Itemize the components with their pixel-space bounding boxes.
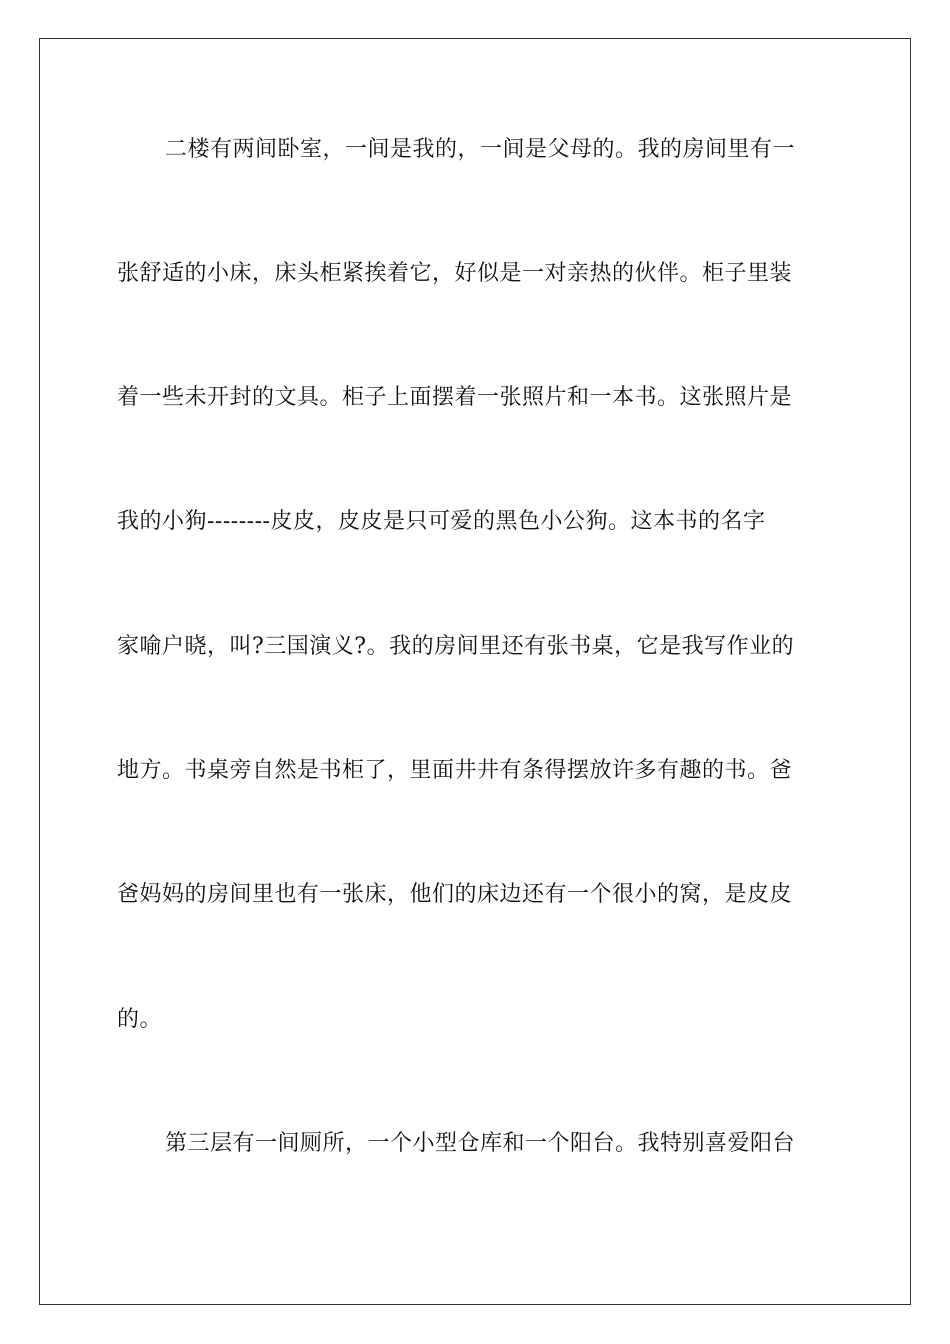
paragraph-line: 着一些未开封的文具。柜子上面摆着一张照片和一本书。这张照片是: [117, 385, 793, 410]
paragraph-line: 张舒适的小床，床头柜紧挨着它，好似是一对亲热的伙伴。柜子里装: [117, 261, 793, 286]
paragraph-line: 二楼有两间卧室，一间是我的，一间是父母的。我的房间里有一: [165, 137, 796, 162]
paragraph-line: 第三层有一间厕所，一个小型仓库和一个阳台。我特别喜爱阳台: [165, 1131, 796, 1156]
paragraph-line: 地方。书桌旁自然是书柜了，里面井井有条得摆放许多有趣的书。爸: [117, 758, 793, 783]
paragraph-line: 的。: [117, 1007, 163, 1032]
paragraph-line: 爸妈妈的房间里也有一张床，他们的床边还有一个很小的窝，是皮皮: [117, 882, 793, 907]
page-border: [39, 38, 911, 1305]
paragraph-line: 家喻户晓，叫?三国演义?。我的房间里还有张书桌，它是我写作业的: [117, 634, 795, 659]
paragraph-line: 我的小狗--------皮皮，皮皮是只可爱的黑色小公狗。这本书的名字: [117, 509, 766, 534]
